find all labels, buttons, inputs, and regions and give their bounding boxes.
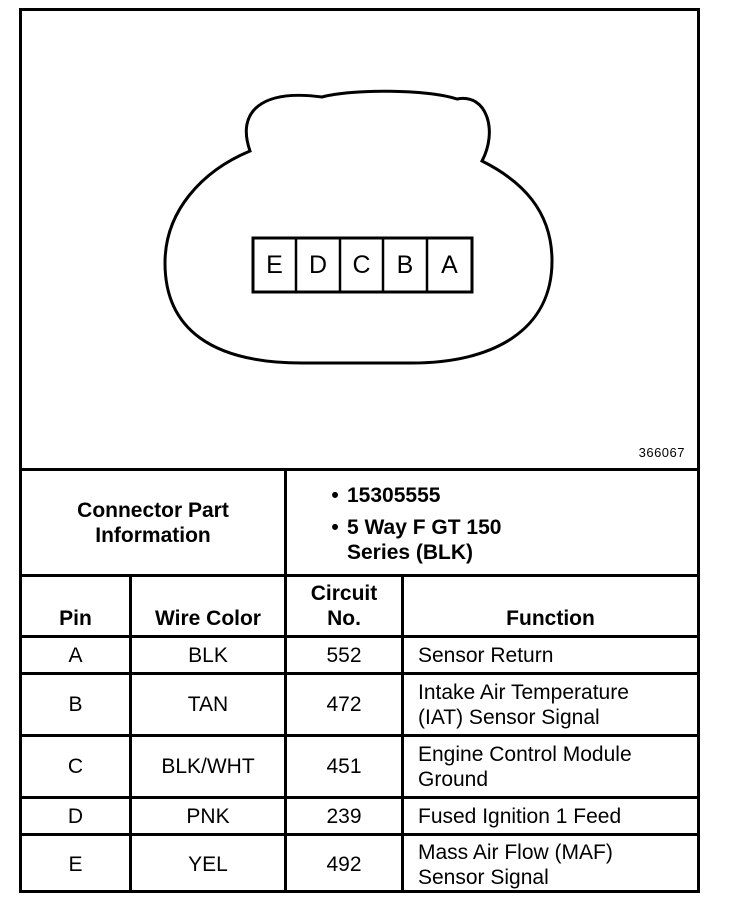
row-a-function: Sensor Return (418, 643, 554, 667)
row-a-wire-color: BLK (188, 643, 228, 667)
bullet-icon: • (331, 516, 339, 539)
row-b-circuit: 472 (326, 693, 362, 716)
row-c-pin: C (67, 755, 84, 778)
header-pin: Pin (59, 607, 92, 630)
header-wire-color: Wire Color (155, 607, 261, 630)
connector-type-item (323, 515, 693, 565)
row-d-function: Fused Ignition 1 Feed (418, 804, 622, 828)
row-c-circuit: 451 (326, 755, 362, 778)
connector-face-diagram (22, 11, 697, 468)
part-number-item (323, 483, 693, 508)
row-e-function: Mass Air Flow (MAF) Sensor Signal (418, 840, 613, 889)
connector-housing-outline (165, 91, 552, 363)
connector-part-info-label: Connector Part Information (77, 498, 229, 547)
row-b-pin: B (68, 693, 83, 716)
pin-d-label: D (308, 250, 328, 279)
divider-info-vertical (284, 468, 287, 574)
connector-diagram-sheet (19, 8, 700, 893)
header-function: Function (506, 607, 595, 630)
figure-id: 366067 (638, 445, 685, 460)
header-circuit-no: Circuit No. (310, 582, 378, 630)
pin-e-label: E (266, 250, 283, 279)
row-c-function: Engine Control Module Ground (418, 742, 632, 791)
pin-a-label: A (441, 250, 458, 279)
connector-type: 5 Way F GT 150 Series (BLK) (347, 516, 502, 564)
row-e-pin: E (68, 853, 83, 876)
row-a-circuit: 552 (326, 643, 362, 667)
pin-c-label: C (352, 250, 371, 279)
row-a-pin: A (68, 643, 83, 667)
row-d-wire-color: PNK (186, 804, 230, 828)
row-b-function: Intake Air Temperature (IAT) Sensor Signal (418, 680, 629, 729)
row-b-wire-color: TAN (187, 693, 229, 716)
row-e-circuit: 492 (326, 853, 362, 876)
connector-part-info-list (323, 483, 693, 565)
pin-b-label: B (396, 250, 414, 279)
bullet-icon: • (331, 484, 339, 507)
row-d-pin: D (67, 804, 84, 828)
row-c-wire-color: BLK/WHT (161, 755, 255, 778)
part-number: 15305555 (347, 484, 441, 507)
row-e-wire-color: YEL (188, 853, 228, 876)
row-d-circuit: 239 (326, 804, 362, 828)
